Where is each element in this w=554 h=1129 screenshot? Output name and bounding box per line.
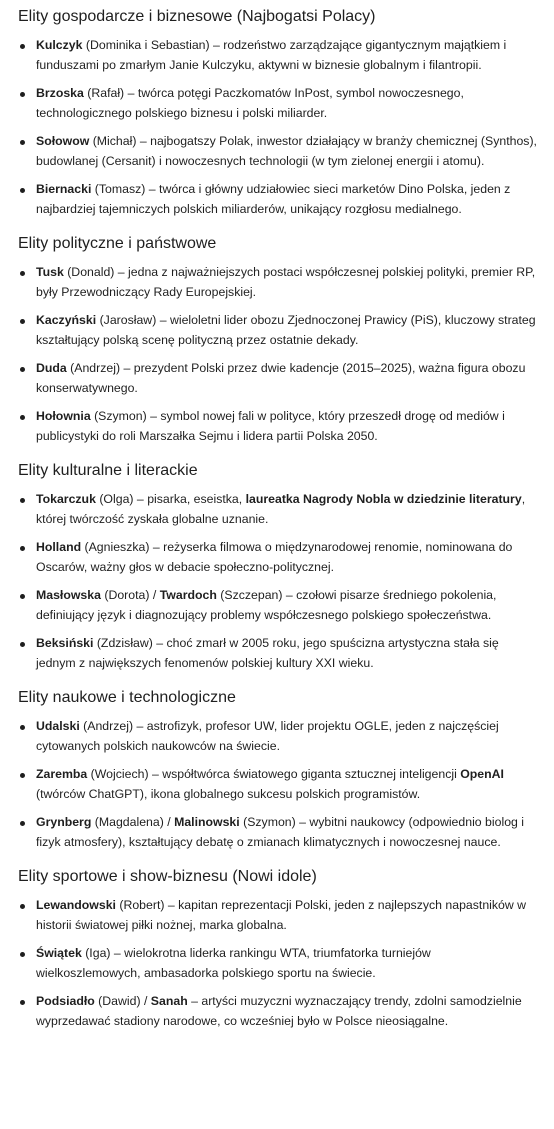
item-highlight: OpenAI xyxy=(460,767,504,781)
bullet-icon xyxy=(20,415,25,420)
list-item xyxy=(18,586,546,625)
item-given-name: (Rafał) xyxy=(83,86,125,100)
list-item xyxy=(18,538,546,577)
item-second-name: Malinowski xyxy=(174,815,240,829)
item-description: (Szymon) – wybitni naukowcy (odpowiednio biolog i fizyk atmosfery), kształtujący debatę o zmianach klimatycznych i nowoczesnej nauce. xyxy=(36,815,525,849)
item-name: Podsiadło xyxy=(36,994,95,1008)
bullet-icon xyxy=(20,271,25,276)
item-description: – pisarka, eseistka, xyxy=(133,492,246,506)
section-heading: Elity polityczne i państwowe xyxy=(18,235,217,252)
item-given-name: (Dorota) / xyxy=(100,588,160,602)
item-name: Biernacki xyxy=(36,182,92,196)
item-name: Beksiński xyxy=(36,636,94,650)
item-description: – współtwórca światowego giganta sztucznej inteligencji xyxy=(148,767,461,781)
bullet-icon xyxy=(20,773,25,778)
item-list xyxy=(18,896,546,1031)
bullet-icon xyxy=(20,140,25,145)
list-item xyxy=(18,180,546,219)
item-description: – reżyserka filmowa o międzynarodowej renomie, nominowana do Oscarów, ważny głos w debacie społeczno-politycznej. xyxy=(36,540,513,574)
item-highlight: laureatka Nagrody Nobla w dziedzinie literatury xyxy=(245,492,522,506)
bullet-icon xyxy=(20,1000,25,1005)
list-item xyxy=(18,36,546,75)
bullet-icon xyxy=(20,44,25,49)
bullet-icon xyxy=(20,188,25,193)
list-item xyxy=(18,311,546,350)
item-description: – kapitan reprezentacji Polski, jeden z najlepszych napastników w historii światowej piłki nożnej, marka globalna. xyxy=(36,898,527,932)
item-name: Udalski xyxy=(36,719,80,733)
list-item xyxy=(18,84,546,123)
item-description: – twórca potęgi Paczkomatów InPost, symbol nowoczesnego, technologicznego polskiego biznesu i polski miliarder. xyxy=(36,86,464,120)
list-item xyxy=(18,717,546,756)
item-second-name: Twardoch xyxy=(159,588,217,602)
item-name: Grynberg xyxy=(36,815,92,829)
section-politics xyxy=(18,233,546,446)
item-name: Tokarczuk xyxy=(36,492,96,506)
item-name: Lewandowski xyxy=(36,898,116,912)
list-item xyxy=(18,634,546,673)
item-given-name: (Dawid) / xyxy=(94,994,151,1008)
item-list xyxy=(18,36,546,219)
item-given-name: (Wojciech) xyxy=(87,767,149,781)
list-item xyxy=(18,359,546,398)
item-description: – choć zmarł w 2005 roku, jego spuścizna artystyczna stała się jednym z największych fenomenów polskiej kultury XXI wieku. xyxy=(36,636,499,670)
item-description: – wielokrotna liderka rankingu WTA, triumfatorka turniejów wielkoszlemowych, ambasadorka polskiego sportu na świecie. xyxy=(36,946,431,980)
section-science xyxy=(18,687,546,852)
item-name: Tusk xyxy=(36,265,64,279)
item-given-name: (Olga) xyxy=(95,492,134,506)
bullet-icon xyxy=(20,92,25,97)
item-name: Masłowska xyxy=(36,588,101,602)
list-item xyxy=(18,944,546,983)
item-name: Kulczyk xyxy=(36,38,83,52)
bullet-icon xyxy=(20,725,25,730)
item-given-name: (Szymon) xyxy=(90,409,147,423)
item-description-cont: (twórców ChatGPT), ikona globalnego sukcesu polskich programistów. xyxy=(36,786,421,801)
item-name: Świątek xyxy=(36,946,82,960)
bullet-icon xyxy=(20,821,25,826)
list-item xyxy=(18,407,546,446)
item-description: – astrofizyk, profesor UW, lider projektu OGLE, jeden z najczęściej cytowanych polskich naukowców na świecie. xyxy=(36,719,499,753)
item-list xyxy=(18,263,546,446)
section-heading: Elity naukowe i technologiczne xyxy=(18,689,236,706)
item-description: – prezydent Polski przez dwie kadencje (2015–2025), ważna figura obozu konserwatywnego. xyxy=(36,361,526,395)
item-description: (Szczepan) – czołowi pisarze średniego pokolenia, definiujący język i diagnozujący problemy współczesnego polskiego społeczeństwa. xyxy=(36,588,497,622)
item-given-name: (Magdalena) / xyxy=(91,815,175,829)
item-given-name: (Zdzisław) xyxy=(93,636,153,650)
list-item xyxy=(18,896,546,935)
item-given-name: (Andrzej) xyxy=(79,719,134,733)
list-item xyxy=(18,813,546,852)
bullet-icon xyxy=(20,952,25,957)
section-sports xyxy=(18,866,546,1031)
item-given-name: (Tomasz) xyxy=(91,182,146,196)
item-given-name: (Dominika i Sebastian) xyxy=(82,38,210,52)
section-culture xyxy=(18,460,546,673)
section-heading: Elity gospodarcze i biznesowe (Najbogatsi Polacy) xyxy=(18,8,376,25)
item-name: Zaremba xyxy=(36,767,88,781)
list-item xyxy=(18,992,546,1031)
item-description: – artyści muzyczni wyznaczający trendy, zdolni samodzielnie wyprzedawać stadiony narodowe, co wcześniej było w Polsce nieosiągalne. xyxy=(36,994,522,1028)
item-description: – wieloletni lider obozu Zjednoczonej Prawicy (PiS), kluczowy strateg kształtujący polską scenę polityczną przez ostatnie dekady. xyxy=(36,313,536,347)
bullet-icon xyxy=(20,367,25,372)
item-second-name: Sanah xyxy=(150,994,188,1008)
section-heading: Elity sportowe i show-biznesu (Nowi idole) xyxy=(18,868,317,885)
item-given-name: (Michał) xyxy=(89,134,137,148)
bullet-icon xyxy=(20,594,25,599)
item-name: Duda xyxy=(36,361,67,375)
item-description: – twórca i główny udziałowiec sieci marketów Dino Polska, jeden z najbardziej tajemniczych polskich miliarderów, unikający rozgłosu medialnego. xyxy=(36,182,511,216)
item-description: – najbogatszy Polak, inwestor działający w branży chemicznej (Synthos), budowlanej (Cersanit) i nowoczesnych technologii (w tym zielonej energii i atomu). xyxy=(36,134,537,168)
bullet-icon xyxy=(20,546,25,551)
item-name: Brzoska xyxy=(36,86,84,100)
bullet-icon xyxy=(20,498,25,503)
item-name: Kaczyński xyxy=(36,313,97,327)
item-description: – rodzeństwo zarządzające gigantycznym majątkiem i funduszami po zmarłym Janie Kulczyku, aktywni w biznesie globalnym i filantropii. xyxy=(36,38,507,72)
item-description-cont: , której twórczość zyskała globalne uznanie. xyxy=(36,492,526,526)
item-list xyxy=(18,717,546,852)
section-heading: Elity kulturalne i literackie xyxy=(18,462,198,479)
item-list xyxy=(18,490,546,673)
bullet-icon xyxy=(20,642,25,647)
item-given-name: (Jarosław) xyxy=(96,313,157,327)
item-name: Hołownia xyxy=(36,409,91,423)
list-item xyxy=(18,263,546,302)
item-given-name: (Agnieszka) xyxy=(81,540,150,554)
list-item xyxy=(18,132,546,171)
item-description: – symbol nowej fali w polityce, który przeszedł drogę od mediów i publicystyki do roli Marszałka Sejmu i lidera partii Polska 2050. xyxy=(36,409,505,443)
bullet-icon xyxy=(20,319,25,324)
item-given-name: (Iga) xyxy=(81,946,111,960)
list-item xyxy=(18,490,546,529)
item-name: Holland xyxy=(36,540,82,554)
item-given-name: (Donald) xyxy=(63,265,115,279)
item-given-name: (Andrzej) xyxy=(66,361,121,375)
section-business xyxy=(18,6,546,219)
list-item xyxy=(18,765,546,804)
bullet-icon xyxy=(20,904,25,909)
item-name: Sołowow xyxy=(36,134,90,148)
item-description: – jedna z najważniejszych postaci współczesnej polskiej polityki, premier RP, były Przewodniczący Rady Europejskiej. xyxy=(36,265,536,299)
item-given-name: (Robert) xyxy=(115,898,165,912)
